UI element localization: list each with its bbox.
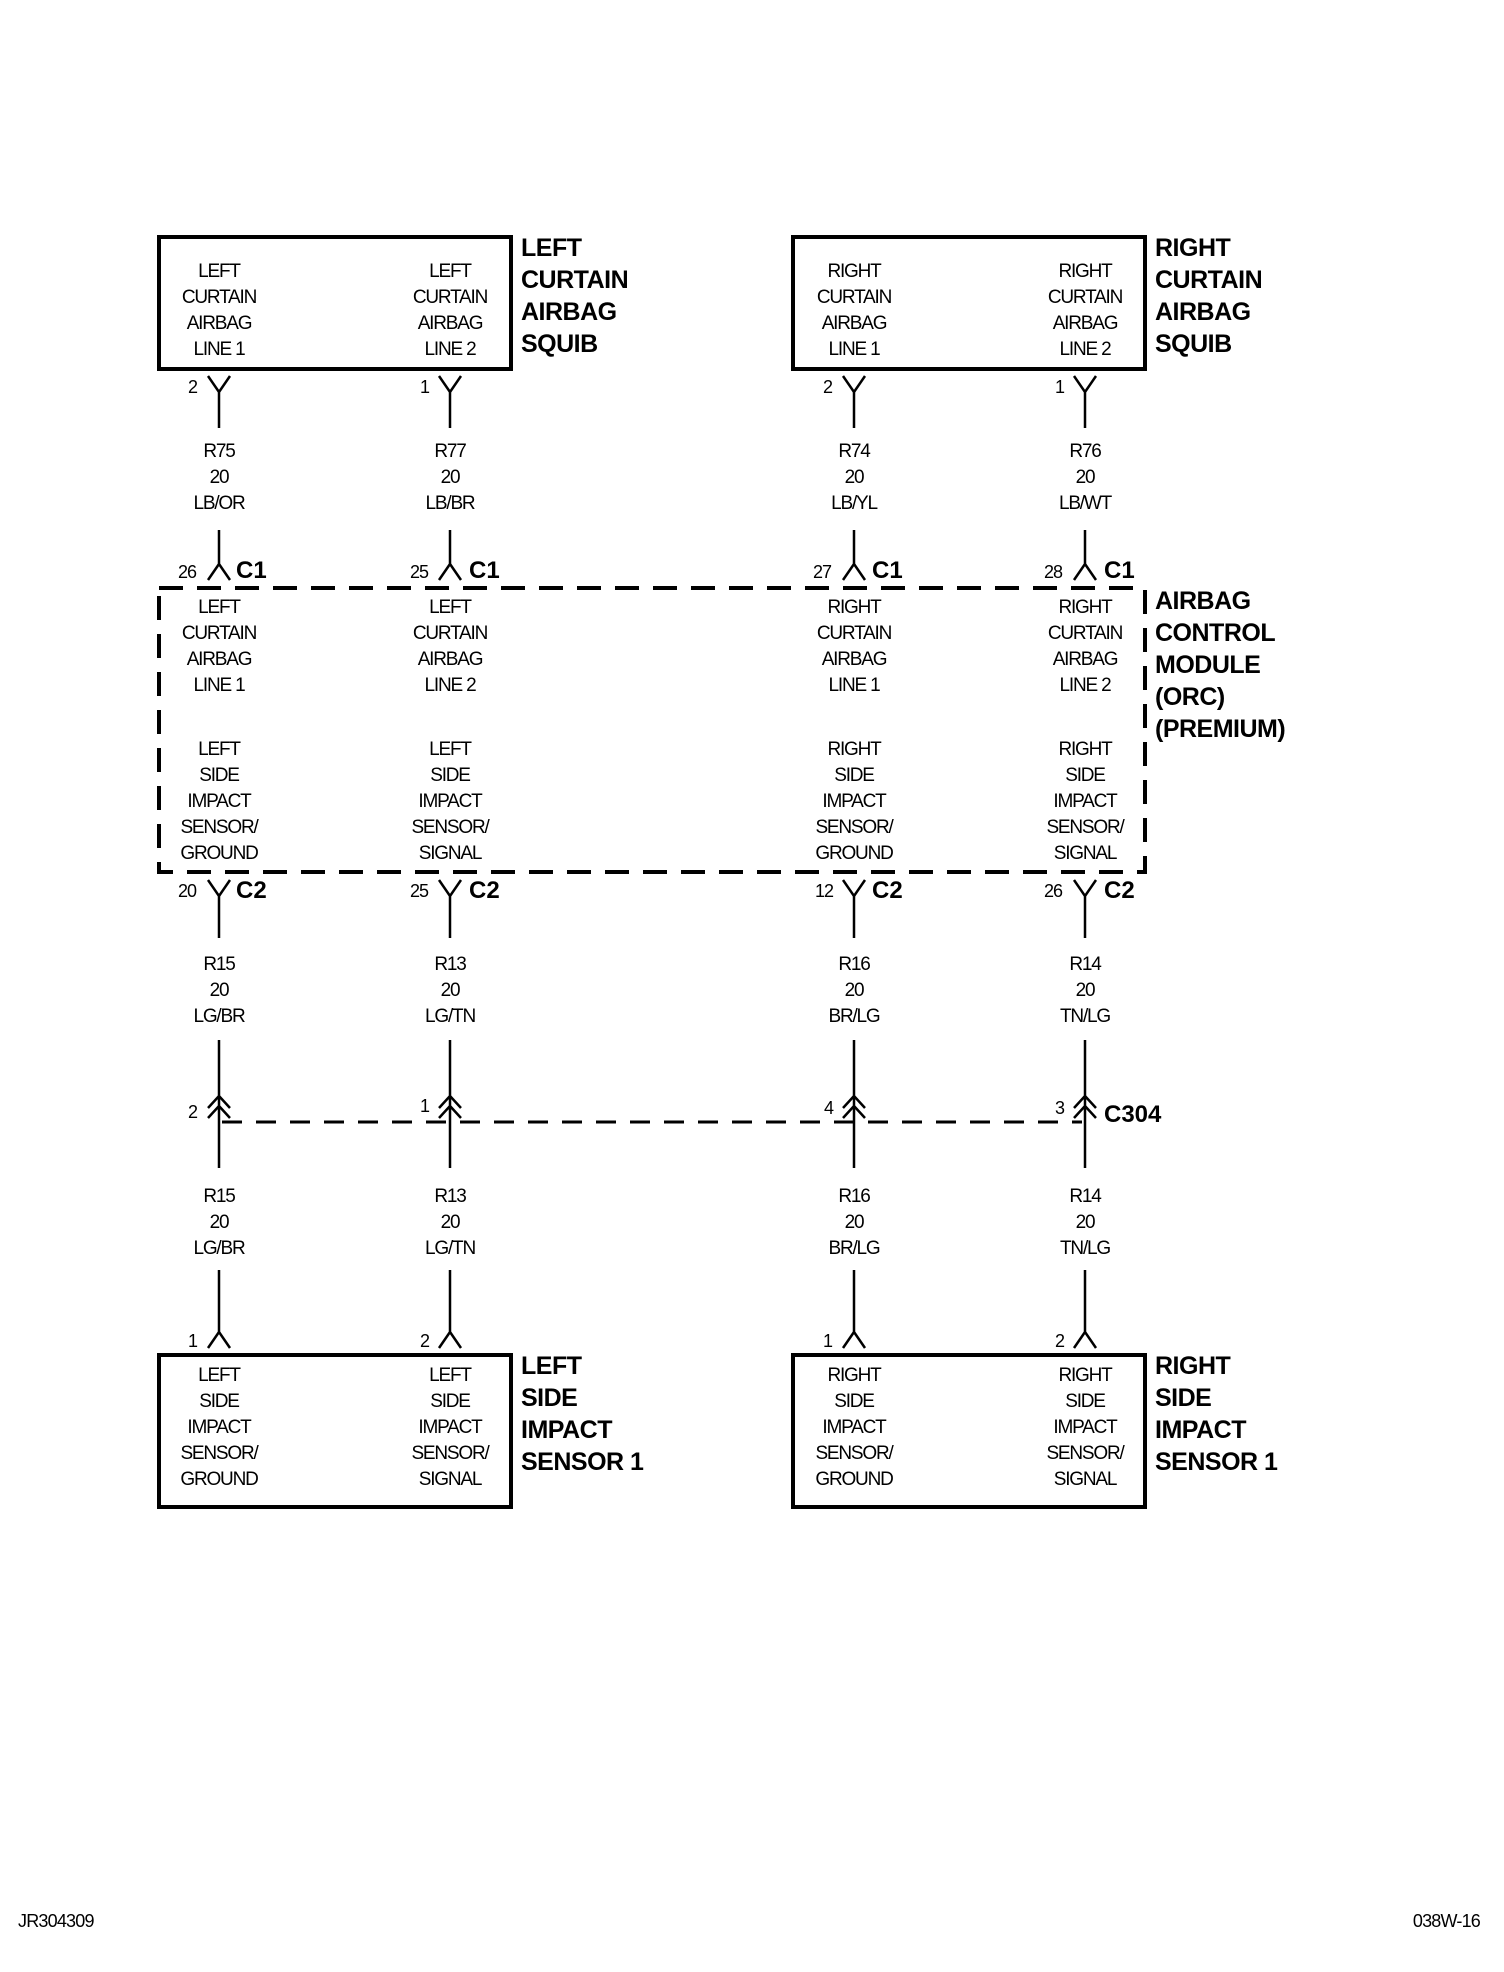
- svg-text:IMPACT: IMPACT: [187, 1417, 251, 1438]
- svg-text:SENSOR 1: SENSOR 1: [521, 1448, 644, 1476]
- svg-text:CURTAIN: CURTAIN: [412, 287, 488, 308]
- svg-text:IMPACT: IMPACT: [187, 791, 251, 812]
- svg-text:RIGHT: RIGHT: [1058, 597, 1112, 618]
- svg-text:3: 3: [1055, 1098, 1065, 1118]
- wire-r77: [410, 376, 500, 584]
- svg-text:RIGHT: RIGHT: [827, 1365, 881, 1386]
- wire-r76: [1044, 376, 1135, 584]
- svg-text:LB/OR: LB/OR: [193, 493, 245, 514]
- svg-text:R15: R15: [203, 1186, 235, 1207]
- module-cell-left-side-impact-signal: [411, 739, 490, 864]
- svg-text:LEFT: LEFT: [429, 261, 471, 282]
- svg-text:TN/LG: TN/LG: [1060, 1006, 1110, 1027]
- svg-text:AIRBAG: AIRBAG: [186, 313, 252, 334]
- svg-text:LEFT: LEFT: [198, 261, 240, 282]
- svg-text:CURTAIN: CURTAIN: [181, 287, 257, 308]
- svg-text:SENSOR/: SENSOR/: [1046, 1443, 1124, 1464]
- svg-text:SIGNAL: SIGNAL: [1053, 1469, 1117, 1490]
- module-cell-right-curtain-line-2: [1048, 597, 1123, 696]
- svg-text:LINE 2: LINE 2: [1059, 339, 1111, 360]
- svg-text:SENSOR/: SENSOR/: [815, 1443, 893, 1464]
- svg-text:R13: R13: [434, 1186, 466, 1207]
- svg-text:20: 20: [1075, 467, 1095, 488]
- svg-text:1: 1: [420, 377, 430, 397]
- svg-text:SIGNAL: SIGNAL: [418, 843, 482, 864]
- svg-text:RIGHT: RIGHT: [827, 739, 881, 760]
- svg-text:LG/TN: LG/TN: [425, 1006, 475, 1027]
- svg-text:C1: C1: [872, 557, 903, 584]
- left-sensor-cell-signal: [411, 1365, 490, 1490]
- svg-text:SIDE: SIDE: [1155, 1384, 1212, 1412]
- svg-text:R16: R16: [838, 954, 870, 975]
- svg-text:AIRBAG: AIRBAG: [521, 298, 617, 326]
- svg-text:20: 20: [1075, 1212, 1095, 1233]
- svg-text:C1: C1: [469, 557, 500, 584]
- svg-text:27: 27: [813, 562, 832, 582]
- svg-text:IMPACT: IMPACT: [1053, 791, 1117, 812]
- svg-text:LG/BR: LG/BR: [193, 1006, 245, 1027]
- svg-text:SIDE: SIDE: [521, 1384, 578, 1412]
- svg-text:LG/TN: LG/TN: [425, 1238, 475, 1259]
- svg-text:IMPACT: IMPACT: [418, 791, 482, 812]
- svg-text:1: 1: [1055, 377, 1065, 397]
- wire-r15: [178, 877, 267, 1351]
- svg-text:R15: R15: [203, 954, 235, 975]
- svg-text:R14: R14: [1069, 1186, 1101, 1207]
- svg-text:20: 20: [209, 1212, 229, 1233]
- wire-r75: [178, 376, 267, 584]
- airbag-control-module-box: [159, 588, 1145, 872]
- svg-text:CURTAIN: CURTAIN: [816, 623, 892, 644]
- svg-text:R13: R13: [434, 954, 466, 975]
- svg-text:RIGHT: RIGHT: [1058, 1365, 1112, 1386]
- svg-text:LINE 1: LINE 1: [193, 339, 245, 360]
- svg-text:CURTAIN: CURTAIN: [521, 266, 629, 294]
- svg-text:SIDE: SIDE: [1065, 1391, 1105, 1412]
- svg-text:SIDE: SIDE: [430, 765, 470, 786]
- svg-text:20: 20: [844, 467, 864, 488]
- module-cell-right-side-impact-ground: [815, 739, 894, 864]
- svg-text:(PREMIUM): (PREMIUM): [1155, 715, 1286, 743]
- wire-r74: [813, 376, 903, 584]
- svg-text:LINE 1: LINE 1: [828, 339, 880, 360]
- svg-text:SIDE: SIDE: [199, 1391, 239, 1412]
- svg-text:SQUIB: SQUIB: [521, 330, 598, 358]
- svg-text:BR/LG: BR/LG: [828, 1006, 880, 1027]
- svg-text:GROUND: GROUND: [180, 1469, 258, 1490]
- svg-text:RIGHT: RIGHT: [1155, 1352, 1231, 1380]
- svg-text:C2: C2: [236, 877, 267, 904]
- svg-text:LINE 1: LINE 1: [193, 675, 245, 696]
- svg-text:AIRBAG: AIRBAG: [1052, 649, 1118, 670]
- svg-text:4: 4: [824, 1098, 834, 1118]
- svg-text:SIDE: SIDE: [199, 765, 239, 786]
- svg-text:LEFT: LEFT: [521, 234, 582, 262]
- svg-text:26: 26: [1044, 881, 1063, 901]
- svg-text:2: 2: [1055, 1331, 1065, 1351]
- svg-text:LB/YL: LB/YL: [831, 493, 877, 514]
- svg-text:LINE 2: LINE 2: [424, 339, 476, 360]
- svg-text:1: 1: [823, 1331, 833, 1351]
- svg-text:20: 20: [440, 1212, 460, 1233]
- wire-r16: [815, 877, 903, 1351]
- svg-text:CURTAIN: CURTAIN: [181, 623, 257, 644]
- svg-text:RIGHT: RIGHT: [1155, 234, 1231, 262]
- svg-text:IMPACT: IMPACT: [822, 1417, 886, 1438]
- svg-text:R16: R16: [838, 1186, 870, 1207]
- svg-text:SENSOR 1: SENSOR 1: [1155, 1448, 1278, 1476]
- svg-text:MODULE: MODULE: [1155, 651, 1261, 679]
- svg-text:IMPACT: IMPACT: [418, 1417, 482, 1438]
- svg-text:LINE 2: LINE 2: [1059, 675, 1111, 696]
- svg-text:20: 20: [178, 881, 197, 901]
- svg-text:LB/WT: LB/WT: [1058, 493, 1112, 514]
- svg-text:TN/LG: TN/LG: [1060, 1238, 1110, 1259]
- svg-text:20: 20: [440, 980, 460, 1001]
- svg-text:20: 20: [844, 1212, 864, 1233]
- svg-text:AIRBAG: AIRBAG: [186, 649, 252, 670]
- svg-text:GROUND: GROUND: [815, 1469, 893, 1490]
- svg-text:CURTAIN: CURTAIN: [816, 287, 892, 308]
- right-curtain-airbag-squib-title: [1155, 234, 1262, 358]
- svg-text:AIRBAG: AIRBAG: [1052, 313, 1118, 334]
- svg-text:CURTAIN: CURTAIN: [1047, 623, 1123, 644]
- svg-text:1: 1: [420, 1096, 430, 1116]
- svg-text:CURTAIN: CURTAIN: [1047, 287, 1123, 308]
- left-sensor-cell-ground: [180, 1365, 259, 1490]
- left-squib-cell-line-1: [182, 261, 257, 360]
- svg-text:20: 20: [1075, 980, 1095, 1001]
- svg-text:SIDE: SIDE: [1065, 765, 1105, 786]
- svg-text:SIGNAL: SIGNAL: [418, 1469, 482, 1490]
- svg-text:LEFT: LEFT: [429, 739, 471, 760]
- svg-text:R14: R14: [1069, 954, 1101, 975]
- svg-text:SIDE: SIDE: [834, 765, 874, 786]
- left-curtain-airbag-squib-title: [521, 234, 628, 358]
- wire-r13: [410, 877, 500, 1351]
- svg-text:CURTAIN: CURTAIN: [412, 623, 488, 644]
- svg-text:C2: C2: [872, 877, 903, 904]
- svg-text:R77: R77: [434, 441, 466, 462]
- airbag-control-module-title: [1155, 587, 1285, 743]
- svg-text:SENSOR/: SENSOR/: [1046, 817, 1124, 838]
- svg-text:20: 20: [440, 467, 460, 488]
- svg-text:SIDE: SIDE: [430, 1391, 470, 1412]
- svg-text:SENSOR/: SENSOR/: [411, 817, 489, 838]
- svg-text:IMPACT: IMPACT: [521, 1416, 612, 1444]
- left-squib-cell-line-2: [413, 261, 488, 360]
- module-cell-left-curtain-line-2: [413, 597, 488, 696]
- svg-text:2: 2: [823, 377, 833, 397]
- svg-text:LEFT: LEFT: [198, 597, 240, 618]
- svg-text:(ORC): (ORC): [1155, 683, 1225, 711]
- svg-text:2: 2: [188, 377, 198, 397]
- svg-text:LEFT: LEFT: [429, 1365, 471, 1386]
- svg-text:LINE 2: LINE 2: [424, 675, 476, 696]
- left-side-impact-sensor-title: [521, 1352, 644, 1476]
- svg-text:AIRBAG: AIRBAG: [821, 649, 887, 670]
- svg-text:AIRBAG: AIRBAG: [1155, 587, 1251, 615]
- right-sensor-cell-signal: [1046, 1365, 1125, 1490]
- svg-text:GROUND: GROUND: [180, 843, 258, 864]
- svg-text:SQUIB: SQUIB: [1155, 330, 1232, 358]
- svg-text:C2: C2: [469, 877, 500, 904]
- svg-text:C1: C1: [236, 557, 267, 584]
- svg-text:RIGHT: RIGHT: [1058, 739, 1112, 760]
- svg-text:BR/LG: BR/LG: [828, 1238, 880, 1259]
- svg-text:AIRBAG: AIRBAG: [821, 313, 887, 334]
- svg-text:SIDE: SIDE: [834, 1391, 874, 1412]
- right-sensor-cell-ground: [815, 1365, 894, 1490]
- svg-text:LG/BR: LG/BR: [193, 1238, 245, 1259]
- svg-text:SIGNAL: SIGNAL: [1053, 843, 1117, 864]
- svg-text:R75: R75: [203, 441, 235, 462]
- svg-text:IMPACT: IMPACT: [1155, 1416, 1246, 1444]
- svg-text:CURTAIN: CURTAIN: [1155, 266, 1263, 294]
- svg-text:AIRBAG: AIRBAG: [417, 649, 483, 670]
- module-cell-right-curtain-line-1: [817, 597, 892, 696]
- svg-text:2: 2: [420, 1331, 430, 1351]
- svg-text:R74: R74: [838, 441, 870, 462]
- svg-text:SENSOR/: SENSOR/: [180, 817, 258, 838]
- svg-text:LEFT: LEFT: [521, 1352, 582, 1380]
- svg-text:RIGHT: RIGHT: [1058, 261, 1112, 282]
- svg-text:RIGHT: RIGHT: [827, 597, 881, 618]
- svg-text:SENSOR/: SENSOR/: [180, 1443, 258, 1464]
- page-code: 038W-16: [1412, 1911, 1480, 1931]
- svg-text:RIGHT: RIGHT: [827, 261, 881, 282]
- svg-text:25: 25: [410, 562, 429, 582]
- svg-text:LEFT: LEFT: [198, 1365, 240, 1386]
- module-cell-left-curtain-line-1: [182, 597, 257, 696]
- svg-text:C2: C2: [1104, 877, 1135, 904]
- svg-text:C1: C1: [1104, 557, 1135, 584]
- svg-text:IMPACT: IMPACT: [1053, 1417, 1117, 1438]
- svg-text:AIRBAG: AIRBAG: [1155, 298, 1251, 326]
- svg-text:LB/BR: LB/BR: [425, 493, 475, 514]
- right-side-impact-sensor-title: [1155, 1352, 1278, 1476]
- svg-text:12: 12: [815, 881, 834, 901]
- svg-text:25: 25: [410, 881, 429, 901]
- module-cell-right-side-impact-signal: [1046, 739, 1125, 864]
- svg-text:LEFT: LEFT: [429, 597, 471, 618]
- svg-text:SENSOR/: SENSOR/: [411, 1443, 489, 1464]
- svg-text:28: 28: [1044, 562, 1063, 582]
- svg-text:LEFT: LEFT: [198, 739, 240, 760]
- right-squib-cell-line-2: [1048, 261, 1123, 360]
- svg-text:IMPACT: IMPACT: [822, 791, 886, 812]
- svg-text:20: 20: [209, 980, 229, 1001]
- svg-text:LINE 1: LINE 1: [828, 675, 880, 696]
- svg-text:26: 26: [178, 562, 197, 582]
- module-cell-left-side-impact-ground: [180, 739, 259, 864]
- svg-text:20: 20: [209, 467, 229, 488]
- right-squib-cell-line-1: [817, 261, 892, 360]
- svg-text:SENSOR/: SENSOR/: [815, 817, 893, 838]
- svg-text:CONTROL: CONTROL: [1155, 619, 1276, 647]
- svg-text:1: 1: [188, 1331, 198, 1351]
- svg-text:R76: R76: [1069, 441, 1101, 462]
- svg-text:AIRBAG: AIRBAG: [417, 313, 483, 334]
- svg-text:20: 20: [844, 980, 864, 1001]
- figure-id: JR304309: [18, 1911, 94, 1931]
- c304-connector-label: C304: [1104, 1101, 1162, 1128]
- svg-text:GROUND: GROUND: [815, 843, 893, 864]
- svg-text:2: 2: [188, 1102, 198, 1122]
